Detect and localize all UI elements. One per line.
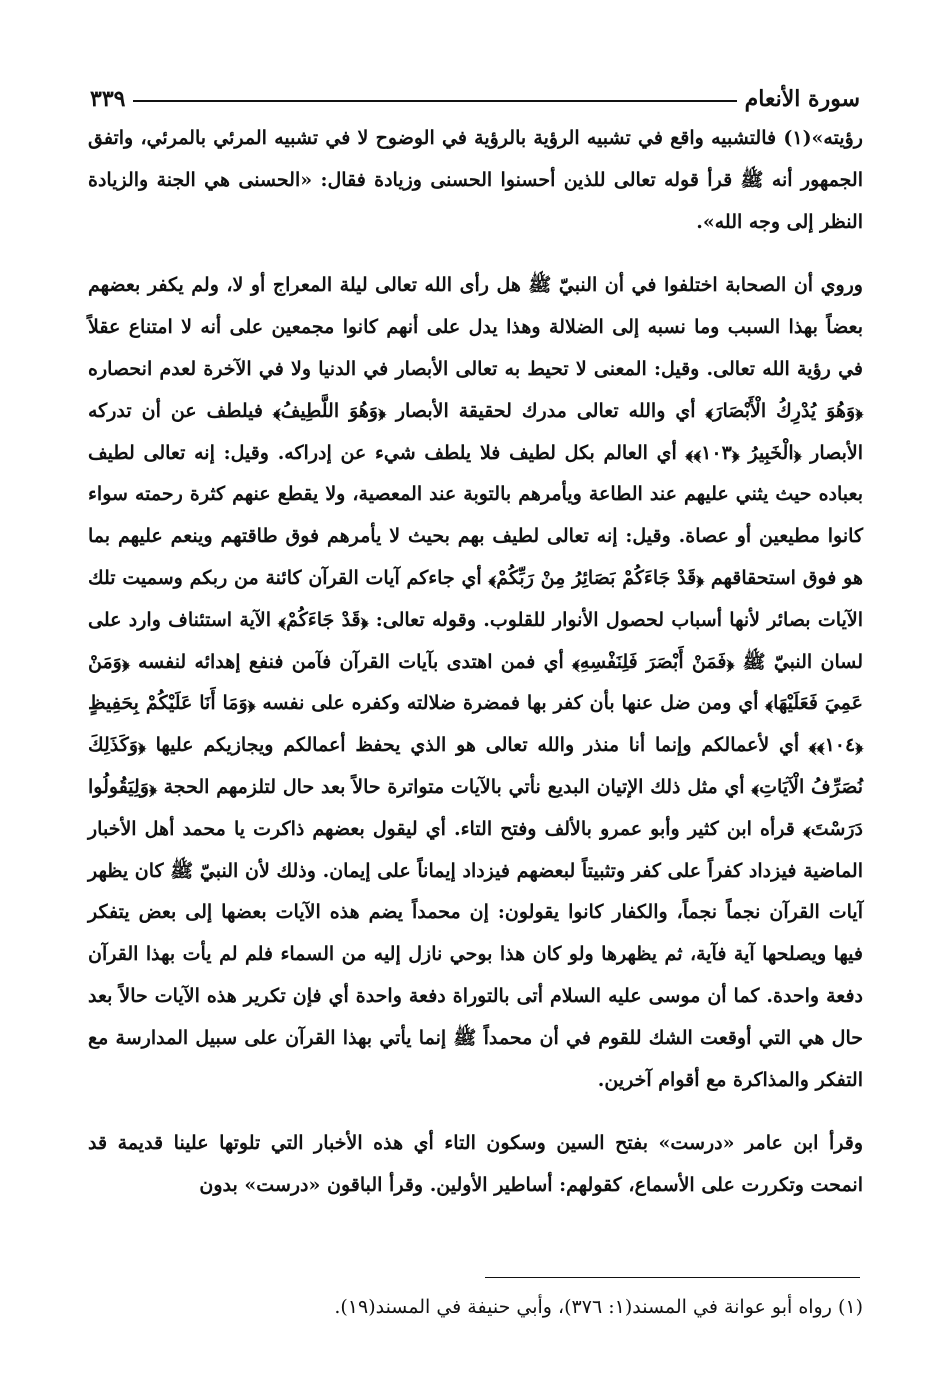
main-text <box>88 118 863 1207</box>
footnote-separator <box>485 1277 860 1278</box>
page-header <box>90 78 860 112</box>
page-number: ٣٣٩ <box>90 86 126 112</box>
paragraph-3: وقرأ ابن عامر «درست» بفتح السين وسكون التاء أي هذه الأخبار التي تلوتها علينا قديمة قد انمحت وتكررت على الأسماع، كقولهم: أساطير الأولين. وقرأ الباقون «درست» بدون <box>88 1132 863 1197</box>
header-rule <box>133 100 736 102</box>
surah-title: سورة الأنعام <box>744 86 860 112</box>
footnote: (١) رواه أبو عوانة في المسند(١: ٣٧٦)، وأبي حنيفة في المسند(١٩). <box>334 1296 863 1318</box>
paragraph-1: رؤيته»(١) فالتشبيه واقع في تشبيه الرؤية بالرؤية في الوضوح لا في تشبيه المرئي بالمرئي، واتفق الجمهور أنه ﷺ قرأ قوله تعالى للذين أحسنوا الحسنى وزيادة فقال: «الحسنى هي الجنة والزيادة النظر إلى وجه الله». <box>88 127 863 233</box>
paragraph-2: وروي أن الصحابة اختلفوا في أن النبيّ ﷺ هل رأى الله تعالى ليلة المعراج أو لا، ولم يكفر بعضهم بعضاً بهذا السبب وما نسبه إلى الضلالة وهذا يدل على أنهم كانوا مجمعين على أنه لا امتناع عقلاً في رؤية الله تعالى. وقيل: المعنى لا تحيط به تعالى الأبصار في الدنيا ولا في الآخرة لعدم انحصاره ﴿وَهُوَ يُدْرِكُ الْأَبْصَارَ﴾ أي والله تعالى مدرك لحقيقة الأبصار ﴿وَهُوَ اللَّطِيفُ﴾ فيلطف عن أن تدركه الأبصار ﴿الْخَبِيرُ ﴿١٠٣﴾﴾ أي العالم بكل لطيف فلا يلطف شيء عن إدراكه. وقيل: إنه تعالى لطيف بعباده حيث يثني عليهم عند الطاعة ويأمرهم بالتوبة عند المعصية، ولا يقطع عنهم كثرة رحمته سواء كانوا مطيعين أو عصاة. وقيل: إنه تعالى لطيف بهم بحيث لا يأمرهم فوق طاقتهم وينعم عليهم بما هو فوق استحقاقهم ﴿قَدْ جَاءَكُمْ بَصَائِرُ مِنْ رَبِّكُمْ﴾ أي جاءكم آيات القرآن كائنة من ربكم وسميت تلك الآيات بصائر لأنها أسباب لحصول الأنوار للقلوب. وقوله تعالى: ﴿قَدْ جَاءَكُمْ﴾ الآية استئناف وارد على لسان النبيّ ﷺ ﴿فَمَنْ أَبْصَرَ فَلِنَفْسِهِ﴾ أي فمن اهتدى بآيات القرآن فآمن فنفع إهدائه لنفسه ﴿وَمَنْ عَمِيَ فَعَلَيْهَا﴾ أي ومن ضل عنها بأن كفر بها فمضرة ضلالته وكفره على نفسه ﴿وَمَا أَنَا عَلَيْكُمْ بِحَفِيظٍ ﴿١٠٤﴾﴾ أي لأعمالكم وإنما أنا منذر والله تعالى هو الذي يحفظ أعمالكم ويجازيكم عليها ﴿وَكَذَلِكَ نُصَرِّفُ الْآيَاتِ﴾ أي مثل ذلك الإتيان البديع نأتي بالآيات متواترة حالاً بعد حال لتلزمهم الحجة ﴿وَلِيَقُولُوا دَرَسْتَ﴾ قرأه ابن كثير وأبو عمرو بالألف وفتح التاء. أي ليقول بعضهم ذاكرت يا محمد أهل الأخبار الماضية فيزداد كفراً على كفر وتثبيتاً لبعضهم فيزداد إيماناً على إيمان. وذلك لأن النبيّ ﷺ كان يظهر آيات القرآن نجماً نجماً، والكفار كانوا يقولون: إن محمداً يضم هذه الآيات بعضها إلى بعض يتفكر فيها ويصلحها آية فآية، ثم يظهرها ولو كان هذا بوحي نازل إليه من السماء فلم لم يأت بهذا القرآن دفعة واحدة. كما أن موسى عليه السلام أتى بالتوراة دفعة واحدة أي فإن تكرير هذه الآيات حالاً بعد حال هي التي أوقعت الشك للقوم في أن محمداً ﷺ إنما يأتي بهذا القرآن على سبيل المدارسة مع التفكر والمذاكرة مع أقوام آخرين. <box>88 274 863 1091</box>
